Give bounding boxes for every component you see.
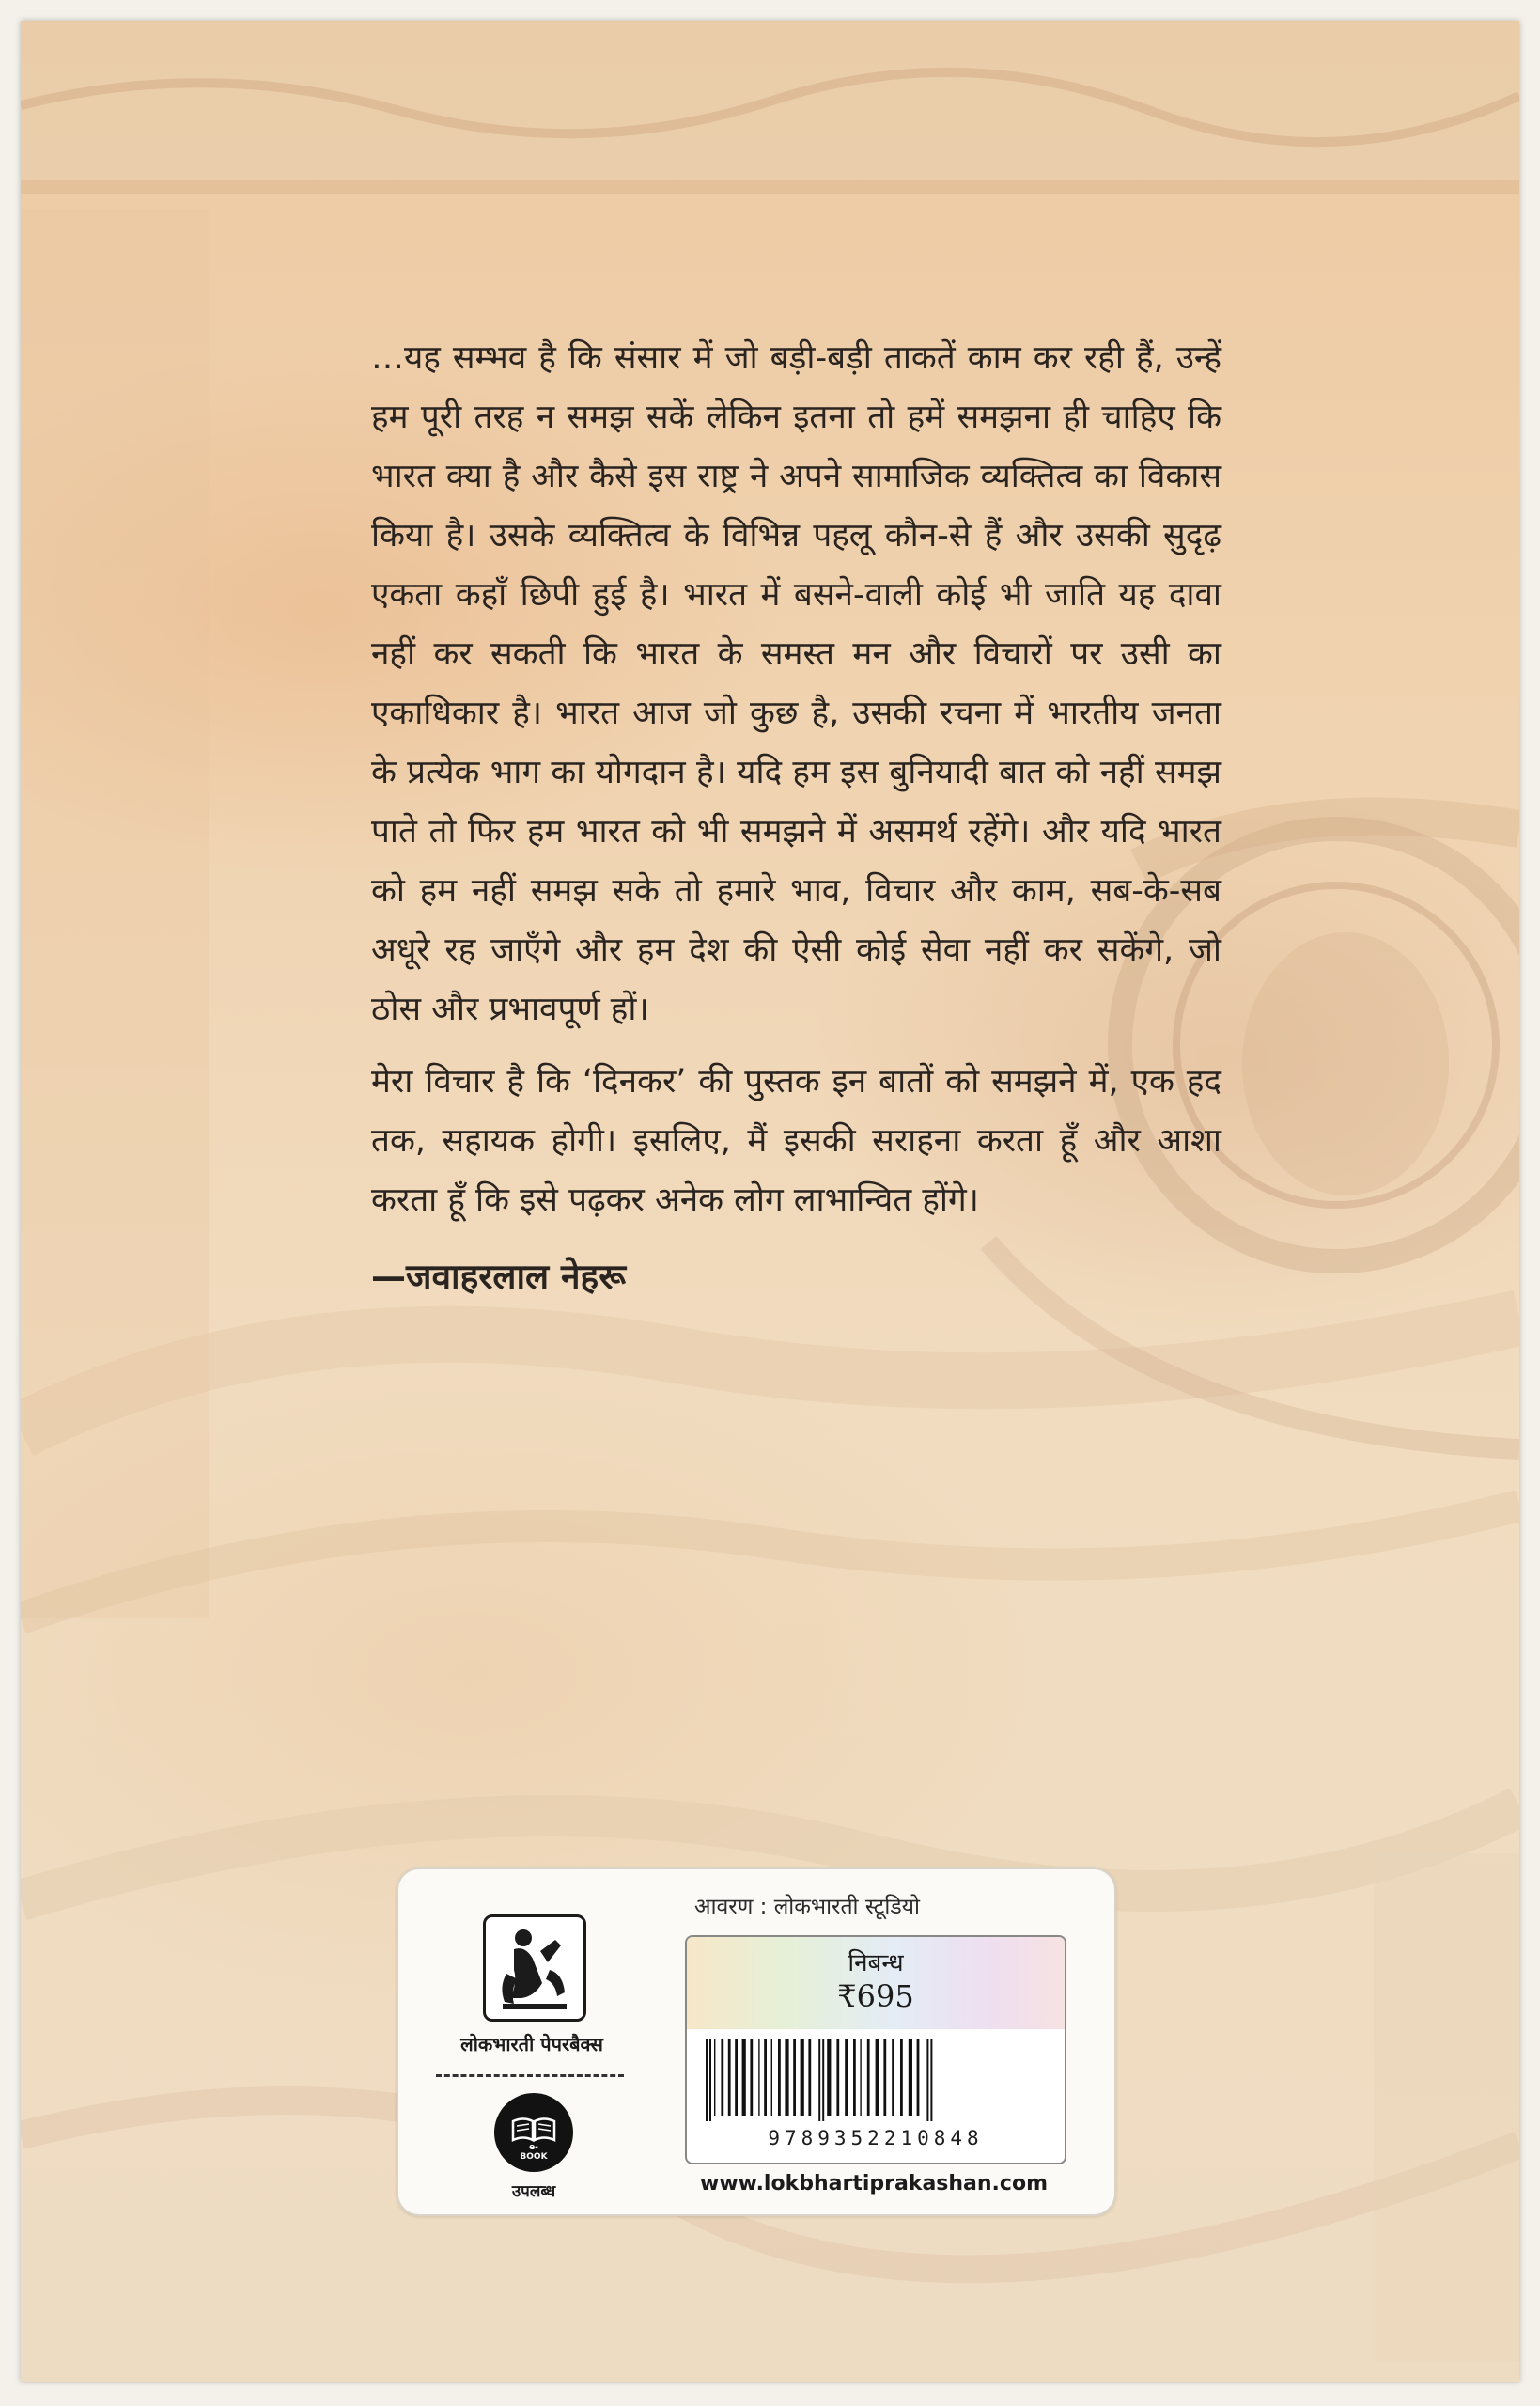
publisher-label	[397, 1867, 1116, 2216]
publisher-name: लोकभारती पेपरबैक्स	[460, 2033, 603, 2055]
quote-paragraph-1: …यह सम्भव है कि संसार में जो बड़ी-बड़ी ताकतें काम कर रही हैं, उन्हें हम पूरी तरह न समझ सकें लेकिन इतना तो हमें समझना ही चाहिए कि भारत क्या है और कैसे इस राष्ट्र ने अपने सामाजिक व्यक्तित्व का विकास किया है। उसके व्यक्तित्व के विभिन्न पहलू कौन-से हैं और उसकी सुदृढ़ एकता कहाँ छिपी हुई है। भारत में बसने-वाली कोई भी जाति यह दावा नहीं कर सकती कि भारत के समस्त मन और विचारों पर उसी का एकाधिकार है। भारत आज जो कुछ है, उसकी रचना में भारतीय जनता के प्रत्येक भाग का योगदान है। यदि हम इस बुनियादी बात को नहीं समझ पाते तो फिर हम भारत को भी समझने में असमर्थ रहेंगे। और यदि भारत को हम नहीं समझ सके तो हमारे भाव, विचार और काम, सब-के-सब अधूरे रह जाएँगे और हम देश की ऐसी कोई सेवा नहीं कर सकेंगे, जो ठोस और प्रभावपूर्ण हों।	[371, 339, 1221, 1028]
quote-paragraph-2: मेरा विचार है कि ‘दिनकर’ की पुस्तक इन बातों को समझने में, एक हद तक, सहायक होगी। इसलिए, मैं इसकी सराहना करता हूँ और आशा करता हूँ कि इसे पढ़कर अनेक लोग लाभान्वित होंगे।	[371, 1063, 1221, 1219]
quote-signature: —जवाहरलाल नेहरू	[371, 1257, 626, 1297]
book-price: ₹695	[837, 1978, 914, 2014]
divider	[436, 2074, 624, 2077]
open-book-icon	[513, 2119, 554, 2141]
book-back-cover	[21, 21, 1519, 2382]
cover-credit: आवरण : लोकभारती स्टूडियो	[694, 1895, 920, 1919]
publisher-logo-icon	[483, 1914, 586, 2022]
publisher-website: www.lokbhartiprakashan.com	[700, 2172, 1048, 2195]
isbn-barcode	[698, 2039, 1053, 2123]
isbn-number: 9789352210848	[768, 2127, 984, 2149]
ebook-badge-label: e-BOOK	[520, 2143, 548, 2162]
price-barcode-box	[685, 1935, 1066, 2164]
ebook-caption: उपलब्ध	[511, 2182, 556, 2201]
book-category: निबन्ध	[848, 1949, 904, 1977]
nehru-quote	[371, 329, 1221, 1305]
